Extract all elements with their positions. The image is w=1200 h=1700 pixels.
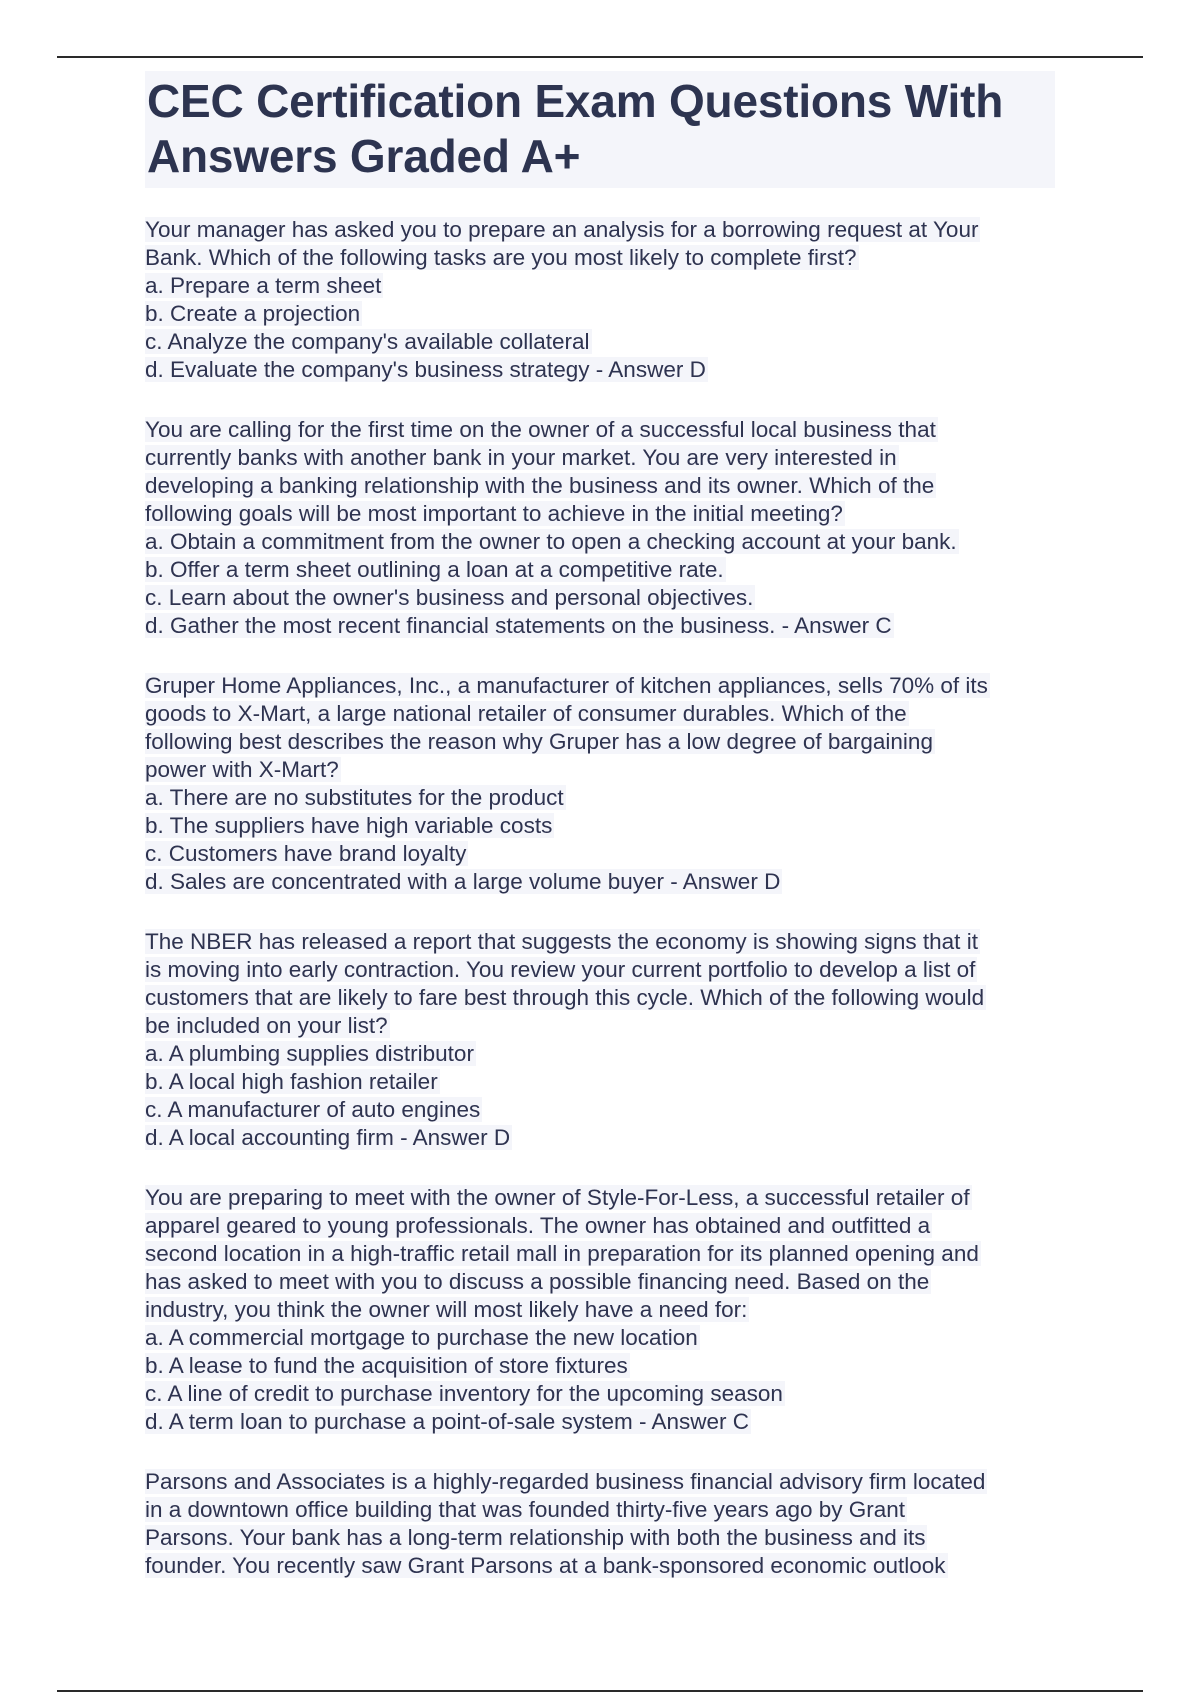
answer-option: c. A line of credit to purchase inventory for the upcoming season xyxy=(145,1381,783,1406)
answer-option: d. Gather the most recent financial statements on the business. - Answer C xyxy=(145,613,892,638)
answer-option: c. Customers have brand loyalty xyxy=(145,841,467,866)
question-stem-line: is moving into early contraction. You review your current portfolio to develop a list of xyxy=(145,957,976,982)
answer-option: d. A term loan to purchase a point-of-sale system - Answer C xyxy=(145,1409,750,1434)
document-body xyxy=(145,71,1055,1580)
question-stem-line: Gruper Home Appliances, Inc., a manufacturer of kitchen appliances, sells 70% of its xyxy=(145,673,988,698)
question-stem-line: power with X-Mart? xyxy=(145,757,339,782)
answer-option: b. Offer a term sheet outlining a loan at a competitive rate. xyxy=(145,557,724,582)
title-line-2: Answers Graded A+ xyxy=(147,130,581,182)
question-stem-line: You are preparing to meet with the owner of Style-For-Less, a successful retailer of xyxy=(145,1185,970,1210)
question-stem-line: following best describes the reason why Gruper has a low degree of bargaining xyxy=(145,729,933,754)
title-line-1: CEC Certification Exam Questions With xyxy=(147,75,1004,127)
answer-option: b. A lease to fund the acquisition of store fixtures xyxy=(145,1353,628,1378)
question-stem-line: founder. You recently saw Grant Parsons at a bank-sponsored economic outlook xyxy=(145,1553,946,1578)
question-stem-line: developing a banking relationship with the business and its owner. Which of the xyxy=(145,473,935,498)
question-stem-line: You are calling for the first time on the owner of a successful local business that xyxy=(145,417,936,442)
question-stem-line: Your manager has asked you to prepare an analysis for a borrowing request at Your xyxy=(145,217,979,242)
question-stem-line: has asked to meet with you to discuss a possible financing need. Based on the xyxy=(145,1269,930,1294)
answer-option: c. Learn about the owner's business and personal objectives. xyxy=(145,585,754,610)
question-3 xyxy=(145,672,1055,896)
question-4 xyxy=(145,928,1055,1152)
question-stem-line: goods to X-Mart, a large national retailer of consumer durables. Which of the xyxy=(145,701,907,726)
answer-option: a. Obtain a commitment from the owner to open a checking account at your bank. xyxy=(145,529,957,554)
answer-option: d. A local accounting firm - Answer D xyxy=(145,1125,511,1150)
top-rule xyxy=(57,56,1143,58)
page-title xyxy=(145,71,1055,188)
question-stem-line: following goals will be most important to achieve in the initial meeting? xyxy=(145,501,843,526)
question-stem-line: in a downtown office building that was founded thirty-five years ago by Grant xyxy=(145,1497,906,1522)
answer-option: b. Create a projection xyxy=(145,301,361,326)
bottom-rule xyxy=(57,1690,1143,1692)
question-6 xyxy=(145,1468,1055,1580)
question-stem-line: second location in a high-traffic retail mall in preparation for its planned opening and xyxy=(145,1241,979,1266)
answer-option: b. The suppliers have high variable costs xyxy=(145,813,553,838)
question-stem-line: apparel geared to young professionals. The owner has obtained and outfitted a xyxy=(145,1213,931,1238)
answer-option: d. Sales are concentrated with a large volume buyer - Answer D xyxy=(145,869,781,894)
question-2 xyxy=(145,416,1055,640)
question-stem-line: Bank. Which of the following tasks are you most likely to complete first? xyxy=(145,245,857,270)
answer-option: a. A plumbing supplies distributor xyxy=(145,1041,474,1066)
question-stem-line: The NBER has released a report that suggests the economy is showing signs that it xyxy=(145,929,978,954)
answer-option: c. A manufacturer of auto engines xyxy=(145,1097,481,1122)
question-stem-line: industry, you think the owner will most likely have a need for: xyxy=(145,1297,748,1322)
question-5 xyxy=(145,1184,1055,1436)
answer-option: a. Prepare a term sheet xyxy=(145,273,382,298)
question-stem-line: Parsons. Your bank has a long-term relationship with both the business and its xyxy=(145,1525,926,1550)
answer-option: a. A commercial mortgage to purchase the new location xyxy=(145,1325,698,1350)
answer-option: d. Evaluate the company's business strategy - Answer D xyxy=(145,357,706,382)
answer-option: a. There are no substitutes for the product xyxy=(145,785,564,810)
question-stem-line: currently banks with another bank in your market. You are very interested in xyxy=(145,445,897,470)
question-stem-line: be included on your list? xyxy=(145,1013,388,1038)
question-stem-line: Parsons and Associates is a highly-regarded business financial advisory firm located xyxy=(145,1469,986,1494)
question-stem-line: customers that are likely to fare best through this cycle. Which of the following would xyxy=(145,985,985,1010)
question-1 xyxy=(145,216,1055,384)
answer-option: c. Analyze the company's available collateral xyxy=(145,329,590,354)
answer-option: b. A local high fashion retailer xyxy=(145,1069,438,1094)
